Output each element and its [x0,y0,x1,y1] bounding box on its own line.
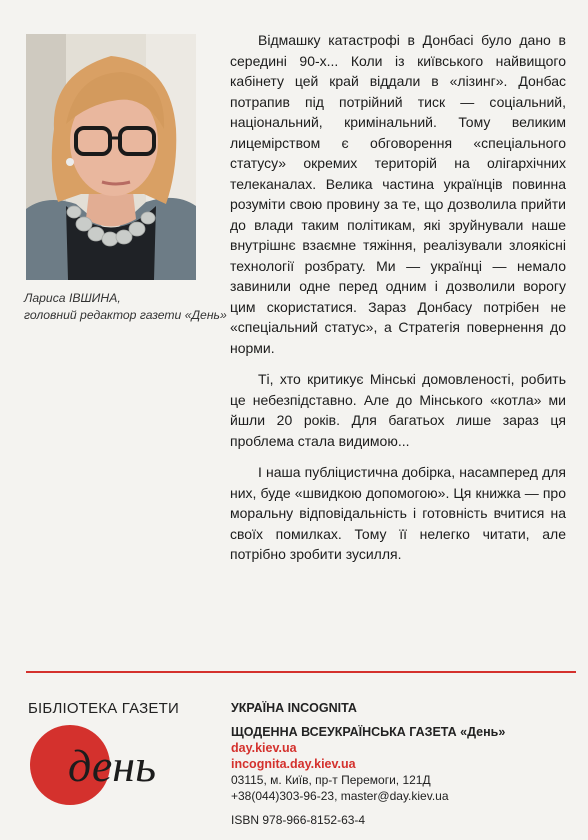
author-photo [26,34,196,280]
address-text: 03115, м. Київ, пр-т Перемоги, 121Д [231,773,431,787]
photo-caption [24,290,227,324]
newspaper-title: ЩОДЕННА ВСЕУКРАЇНСЬКА ГАЗЕТА «День» [231,725,506,739]
logo-text: день [68,740,157,791]
incognita-link[interactable]: incognita.day.kiev.ua [231,757,356,771]
article-text [230,30,566,576]
article-paragraph-2: Ті, хто критикує Мінські домовленості, робить це небезпідставно. Але до Мінського «котла» ми йшли 20 років. Для багатьох лише зараз ця проблема стала видимою... [230,371,566,449]
logo-mark [28,723,198,807]
website-link[interactable]: day.kiev.ua [231,741,297,755]
caption-role: головний редактор газети «День» [24,308,227,322]
portrait-image [26,34,196,280]
caption-name: Лариса ІВШИНА, [24,291,121,305]
series-title: УКРАЇНА INCOGNITA [231,701,357,715]
divider-line [26,671,576,673]
article-paragraph-1: Відмашку катастрофі в Донбасі було дано в середині 90-х... Коли із київського найвищого кабінету цей край віддали в «лізинг». Донбас потрапив під потрійний тиск — соціальний, національний, кримінальний. Тому великим лицемірством є обговорення «спеціального статусу» окремих територій на олігархічних телеканалах. Велика частина українців повинна розуміти свою провину за те, що дозволила прийти до влади таким політикам, які зруйнували наше внутрішнє взаємне тяжіння, реалізували злоякісні технології розбрату. Ми — українці — немало завинили одне перед одним і дозволили ворогу цим скористатися. Зараз Донбасу потрібен не «спеціальний статус», а Стратегія повернення до норми. [230,32,566,356]
contacts-text: +38(044)303-96-23, master@day.kiev.ua [231,789,449,803]
library-label: БІБЛІОТЕКА ГАЗЕТИ [28,700,179,717]
isbn-text: ISBN 978-966-8152-63-4 [231,813,366,827]
publisher-info [231,700,571,828]
day-newspaper-logo [28,723,198,807]
article-paragraph-3: І наша публіцистична добірка, насамперед для них, буде «швидкою допомогою». Ця книжка — про моральну відповідальність і готовність вчитися на своїх помилках. Тому її нелегко читати, але потрібно зробити зусилля. [230,464,566,562]
